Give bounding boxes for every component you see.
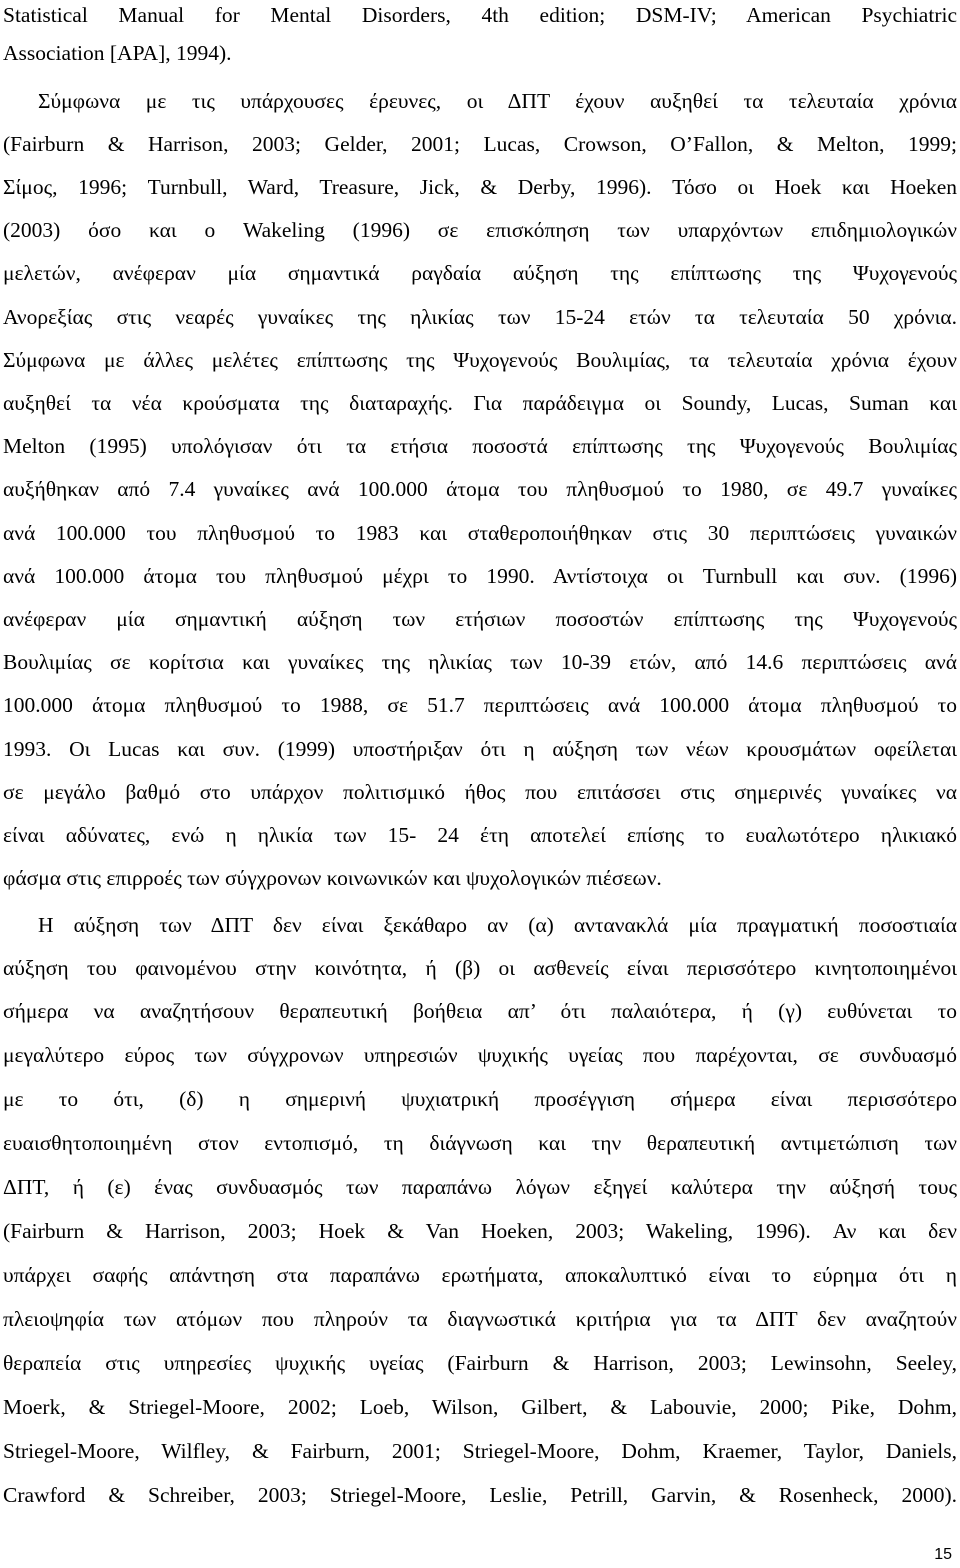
text-line: μελετών, ανέφεραν μία σημαντικά ραγδαία αύξηση της επίπτωσης της Ψυχογενούς bbox=[3, 261, 957, 285]
paragraph-first-line: Η αύξηση των ΔΠΤ δεν είναι ξεκάθαρο αν (α) αντανακλά μία πραγματική ποσοστιαία bbox=[38, 913, 957, 937]
text-line: 100.000 άτομα πληθυσμού το 1988, σε 51.7 περιπτώσεις ανά 100.000 άτομα πληθυσμού το bbox=[3, 693, 957, 717]
text-line: αυξήθηκαν από 7.4 γυναίκες ανά 100.000 άτομα του πληθυσμού το 1980, σε 49.7 γυναίκες bbox=[3, 477, 957, 501]
text-line: Σύμφωνα με άλλες μελέτες επίπτωσης της Ψυχογενούς Βουλιμίας, τα τελευταία χρόνια έχουν bbox=[3, 348, 957, 372]
text-line: σε μεγάλο βαθμό στο υπάρχον πολιτισμικό ήθος που επιτάσσει στις σημερινές γυναίκες να bbox=[3, 780, 957, 804]
text-line: αύξηση του φαινομένου στην κοινότητα, ή (β) οι ασθενείς είναι περισσότερο κινητοποιημένοι bbox=[3, 956, 957, 980]
text-line: είναι αδύνατες, ενώ η ηλικία των 15- 24 έτη αποτελεί επίσης το ευαλωτότερο ηλικιακό bbox=[3, 823, 957, 847]
text-line: ανά 100.000 του πληθυσμού το 1983 και σταθεροποιήθηκαν στις 30 περιπτώσεις γυναικών bbox=[3, 521, 957, 545]
text-line: μεγαλύτερο εύρος των σύγχρονων υπηρεσιών ψυχικής υγείας που παρέχονται, σε συνδυασμό bbox=[3, 1043, 957, 1067]
paragraph-last-line: φάσμα στις επιρροές των σύγχρονων κοινωνικών και ψυχολογικών πιέσεων. bbox=[3, 866, 662, 890]
paragraph-first-line: Σύμφωνα με τις υπάρχουσες έρευνες, οι ΔΠΤ έχουν αυξηθεί τα τελευταία χρόνια bbox=[38, 89, 957, 113]
text-line: Association [APA], 1994). bbox=[3, 41, 232, 65]
page-number: 15 bbox=[934, 1546, 952, 1563]
text-line: σήμερα να αναζητήσουν θεραπευτική βοήθεια απ’ ότι παλαιότερα, ή (γ) ευθύνεται το bbox=[3, 999, 957, 1023]
text-line: Ανορεξίας στις νεαρές γυναίκες της ηλικίας των 15-24 ετών τα τελευταία 50 χρόνια. bbox=[3, 305, 957, 329]
text-line: θεραπεία στις υπηρεσίες ψυχικής υγείας (Fairburn & Harrison, 2003; Lewinsohn, Seeley, bbox=[3, 1351, 957, 1375]
text-line: Moerk, & Striegel-Moore, 2002; Loeb, Wilson, Gilbert, & Labouvie, 2000; Pike, Dohm, bbox=[3, 1395, 957, 1419]
text-line: αυξηθεί τα νέα κρούσματα της διαταραχής. Για παράδειγμα οι Soundy, Lucas, Suman και bbox=[3, 391, 957, 415]
text-line: (2003) όσο και ο Wakeling (1996) σε επισκόπηση των υπαρχόντων επιδημιολογικών bbox=[3, 218, 957, 242]
text-line: ανέφεραν μία σημαντική αύξηση των ετήσιων ποσοστών επίπτωσης της Ψυχογενούς bbox=[3, 607, 957, 631]
text-line: Striegel-Moore, Wilfley, & Fairburn, 2001; Striegel-Moore, Dohm, Kraemer, Taylor, Daniels, bbox=[3, 1439, 957, 1463]
text-line: Crawford & Schreiber, 2003; Striegel-Moore, Leslie, Petrill, Garvin, & Rosenheck, 2000). bbox=[3, 1483, 957, 1507]
text-line: ΔΠΤ, ή (ε) ένας συνδυασμός των παραπάνω λόγων εξηγεί καλύτερα την αύξησή τους bbox=[3, 1175, 957, 1199]
text-line: Βουλιμίας σε κορίτσια και γυναίκες της ηλικίας των 10-39 ετών, από 14.6 περιπτώσεις ανά bbox=[3, 650, 957, 674]
text-line: Statistical Manual for Mental Disorders, 4th edition; DSM-IV; American Psychiatric bbox=[3, 3, 957, 27]
text-line: 1993. Οι Lucas και συν. (1999) υποστήριξαν ότι η αύξηση των νέων κρουσμάτων οφείλεται bbox=[3, 737, 957, 761]
text-line: με το ότι, (δ) η σημερινή ψυχιατρική προσέγγιση σήμερα είναι περισσότερο bbox=[3, 1087, 957, 1111]
text-line: (Fairburn & Harrison, 2003; Gelder, 2001; Lucas, Crowson, O’Fallon, & Melton, 1999; bbox=[3, 132, 957, 156]
text-line: πλειοψηφία των ατόμων που πληρούν τα διαγνωστικά κριτήρια για τα ΔΠΤ δεν αναζητούν bbox=[3, 1307, 957, 1331]
text-line: ευαισθητοποιημένη στον εντοπισμό, τη διάγνωση και την θεραπευτική αντιμετώπιση των bbox=[3, 1131, 957, 1155]
text-line: ανά 100.000 άτομα του πληθυσμού μέχρι το 1990. Αντίστοιχα οι Turnbull και συν. (1996) bbox=[3, 564, 957, 588]
text-line: (Fairburn & Harrison, 2003; Hoek & Van Hoeken, 2003; Wakeling, 1996). Αν και δεν bbox=[3, 1219, 957, 1243]
text-line: Melton (1995) υπολόγισαν ότι τα ετήσια ποσοστά επίπτωσης της Ψυχογενούς Βουλιμίας bbox=[3, 434, 957, 458]
text-line: Σίμος, 1996; Turnbull, Ward, Treasure, Jick, & Derby, 1996). Τόσο οι Hoek και Hoeken bbox=[3, 175, 957, 199]
text-line: υπάρχει σαφής απάντηση στα παραπάνω ερωτήματα, αποκαλυπτικό είναι το εύρημα ότι η bbox=[3, 1263, 957, 1287]
